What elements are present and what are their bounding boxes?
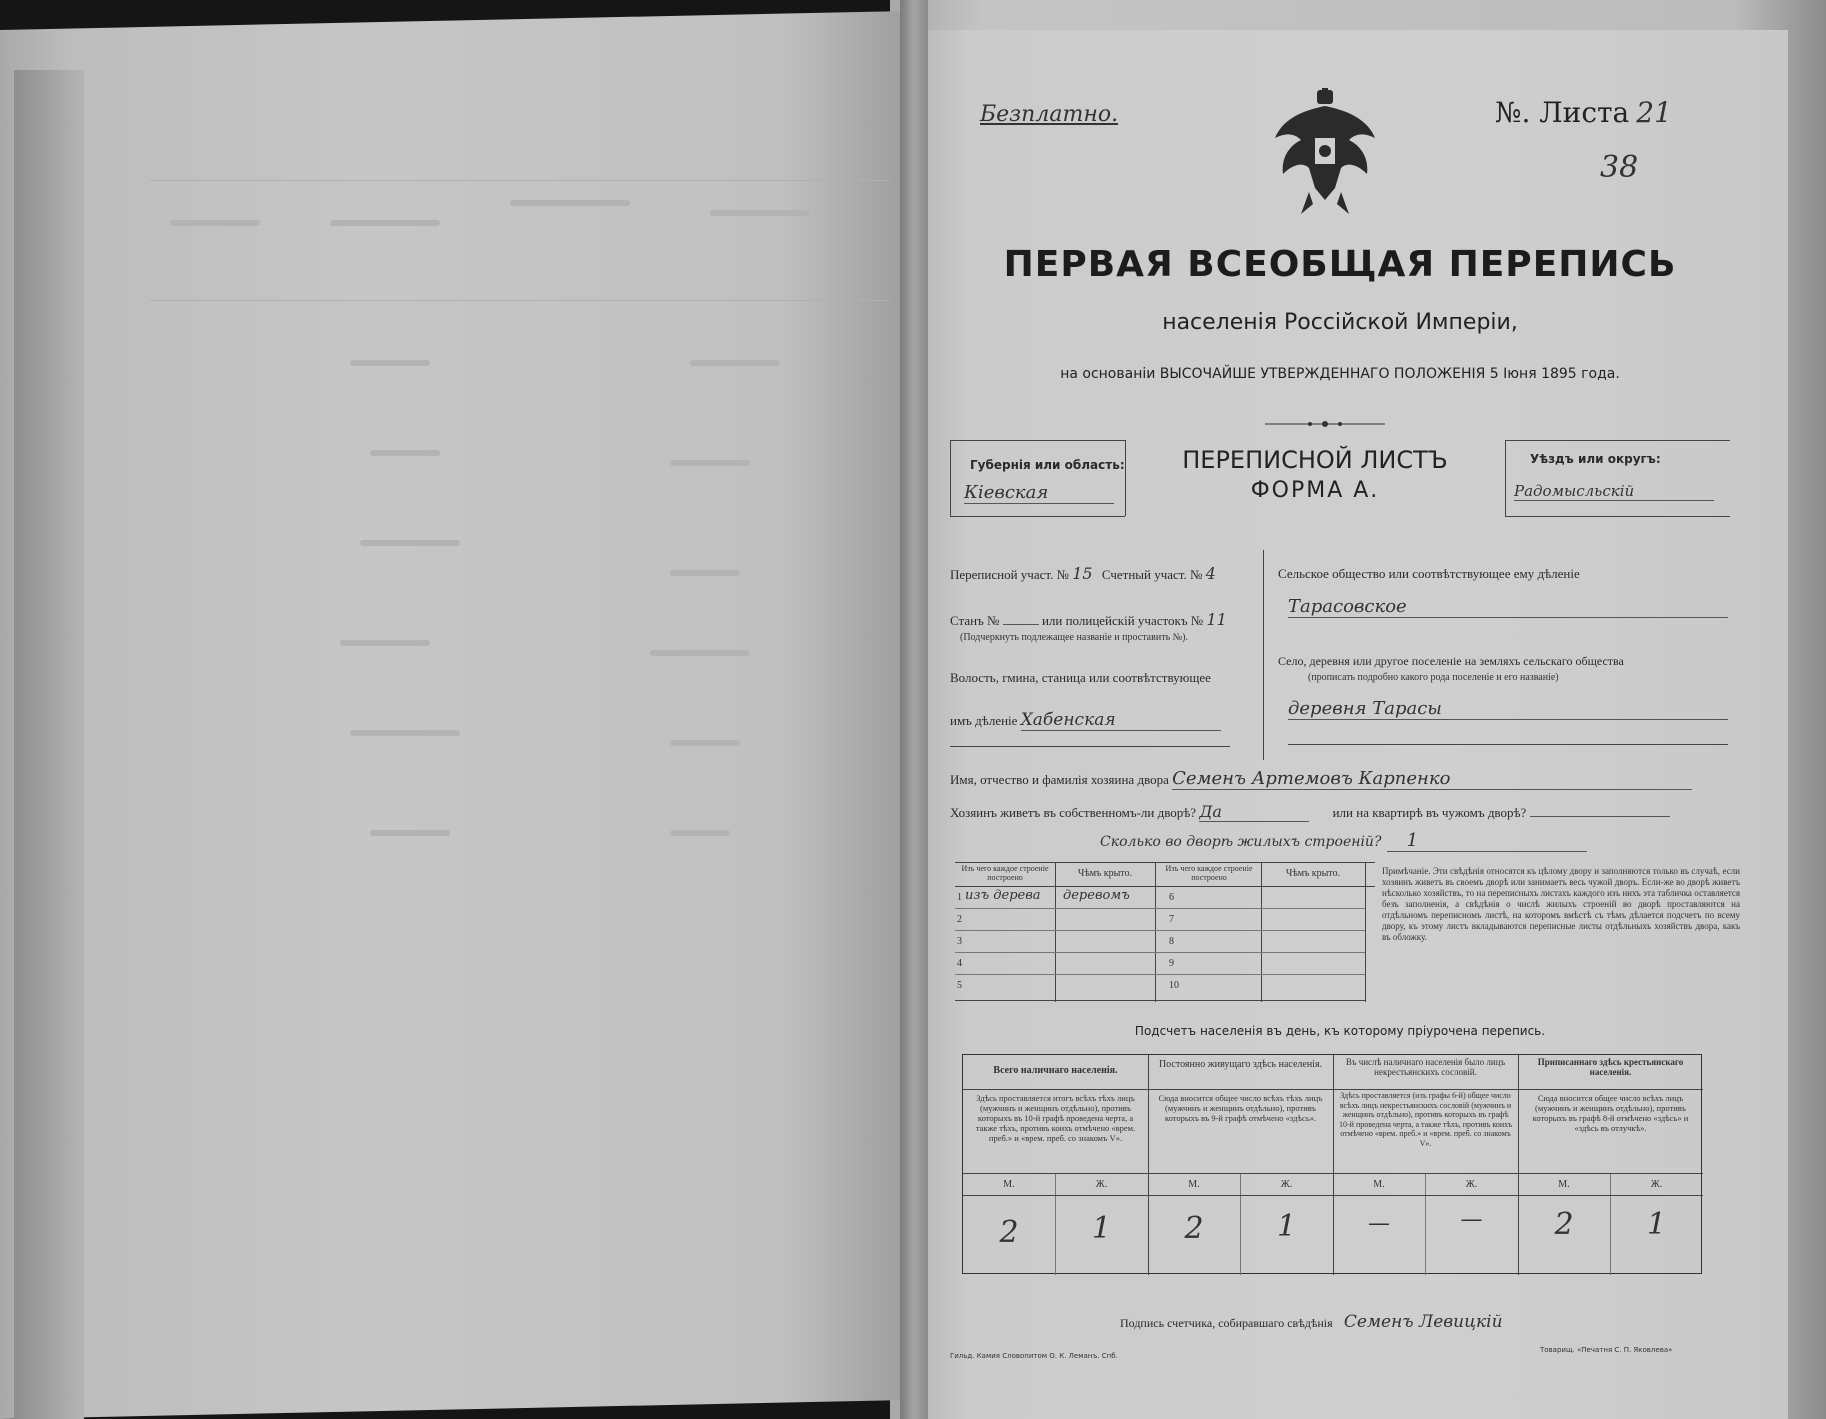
owner-yard-row [950, 802, 1670, 822]
volost-label-2: имъ дѣленіе [950, 713, 1018, 728]
sheet-number-extra: 38 [1600, 150, 1639, 185]
population-table [962, 1054, 1702, 1274]
form-title-line1: ПЕРЕПИСНОЙ ЛИСТЪ [1182, 446, 1448, 474]
district-label: Уѣздъ или округъ: [1530, 452, 1661, 466]
buildings-note: Примѣчаніе. Эти свѣдѣнія относятся къ цѣлому двору и заполняются только въ случаѣ, если хозяинъ живетъ въ своемъ дворѣ или занимаетъ весь чужой дворъ. Если-же во дворѣ живетъ нѣсколько хозяйствъ, то на переписныхъ листахъ каждого изъ нихъ эта табличка оставляется безъ заполненія, а свѣдѣнія о числѣ жилыхъ строеній во дворѣ проставляются на отдѣльномъ переписномъ листѣ, на которомъ вмѣстѣ съ тѣмъ дѣлается подсчетъ по всему двору, къ этому листъ вкладываются переписные листы отдѣльныхъ хозяйствъ двора, какъ въ обложку. [1382, 866, 1740, 942]
signature-row [1120, 1312, 1503, 1332]
form-page [920, 30, 1760, 1400]
pop-col-title: Въ числѣ наличнаго населенія было лицъ некрестьянскихъ сословій. [1345, 1057, 1506, 1077]
right-fields [1278, 530, 1738, 760]
m-label: М. [1373, 1179, 1385, 1190]
population-heading: Подсчетъ населенія въ день, къ которому пріурочена перепись. [1134, 1024, 1546, 1038]
form-title-line2: ФОРМА А. [1250, 478, 1380, 503]
col-material-left: Изъ чего каждое строеніе построено [961, 864, 1049, 882]
f-label: Ж. [1095, 1179, 1108, 1190]
volost-value: Хабенская [1021, 710, 1221, 731]
row-number: 5 [957, 980, 962, 991]
pop-col-title: Постоянно живущаго здѣсь населенія. [1158, 1059, 1323, 1070]
count-area-label: Счетный участ. № [1101, 567, 1203, 582]
row-material: изъ дерева [965, 888, 1041, 903]
society-value: Тарасовское [1288, 596, 1728, 618]
signature-label: Подпись счетчика, собиравшаго свѣдѣнія [1120, 1316, 1333, 1330]
row-number: 6 [1169, 892, 1174, 903]
pop-female-value: — [1460, 1207, 1483, 1232]
police-label: или полицейскій участокъ № [1041, 613, 1204, 628]
volost-row [950, 710, 1221, 731]
pop-col-desc: Здѣсь проставляется (изъ графы 6-й) общее число всѣхъ лицъ некрестьянскихъ сословій (мужчинъ и женщинъ отдѣльно), противъ которыхъ въ графѣ 10-й проведена черта, а также тѣхъ, противъ коихъ отмѣчено «врем. преб.» и «врем. преб. со знакомъ V». [1339, 1091, 1512, 1148]
own-yard-value: Да [1199, 802, 1309, 822]
printer-left: Гильд. Камия Словопитом О. К. Леманъ. Спб. [950, 1352, 1118, 1360]
own-yard-label: Хозяинъ живетъ въ собственномъ-ли дворѣ? [950, 805, 1197, 820]
pop-col-title: Всего наличнаго населенія. [993, 1065, 1118, 1076]
col-material-right: Изъ чего каждое строеніе построено [1165, 864, 1253, 882]
pop-female-value: 1 [1091, 1211, 1112, 1246]
row-number: 3 [957, 936, 962, 947]
row-number: 2 [957, 914, 962, 925]
census-area-row [950, 564, 1216, 583]
pop-male-value: — [1368, 1211, 1390, 1236]
m-label: М. [1188, 1179, 1200, 1190]
pop-col-desc: Сюда вносится общее число всѣхъ лицъ (мужчинъ и женщинъ отдѣльно), противъ которыхъ въ графѣ 8-й отмѣчено «здѣсь» и «здѣсь въ отлучкѣ». [1532, 1093, 1689, 1133]
sheet-number-label: №. Листа [1495, 96, 1630, 129]
row-number: 7 [1169, 914, 1174, 925]
col-roof-left: Чѣмъ крыто. [1077, 868, 1133, 879]
stan-row [950, 610, 1227, 629]
village-note: (прописать подробно какого рода поселеніе и его названіе) [1308, 672, 1559, 683]
imperial-eagle-emblem [1265, 88, 1385, 218]
free-label: Безплатно. [980, 102, 1119, 127]
fields-divider [1263, 550, 1264, 760]
society-label: Сельское общество или соотвѣтствующее ему дѣленіе [1278, 566, 1580, 581]
left-page-bleed [150, 160, 890, 860]
pop-male-value: 2 [999, 1215, 1019, 1250]
owner-name-row [950, 768, 1692, 790]
basis-line: на основаніи ВЫСОЧАЙШЕ УТВЕРЖДЕННАГО ПОЛОЖЕНІЯ 5 Іюня 1895 года. [1060, 366, 1620, 382]
subtitle: населенія Россійской Имперіи, [1162, 310, 1518, 335]
row-number: 4 [957, 958, 962, 969]
buildings-value: 1 [1387, 830, 1587, 852]
m-label: М. [1558, 1179, 1570, 1190]
pop-col-title: Приписаннаго здѣсь крестьянскаго населенія. [1537, 1057, 1684, 1077]
f-label: Ж. [1650, 1179, 1663, 1190]
row-roof: деревомъ [1063, 888, 1130, 903]
volost-label: Волость, гмина, станица или соотвѣтствующее [950, 670, 1211, 685]
row-number: 10 [1169, 980, 1179, 991]
province-value: Кіевская [964, 482, 1114, 504]
col-roof-right: Чѣмъ крыто. [1285, 868, 1341, 879]
police-value: 11 [1206, 610, 1227, 629]
buildings-label: Сколько во дворѣ жилыхъ строеній? [1100, 834, 1382, 850]
sheet-number-value: 21 [1636, 96, 1672, 129]
district-value: Радомысльскій [1514, 482, 1714, 501]
pop-male-value: 2 [1554, 1207, 1574, 1242]
pop-col-desc: Сюда вносится общее число всѣхъ тѣхъ лицъ (мужчинъ и женщинъ отдѣльно), противъ которыхъ въ 9-й графѣ отмѣчено «здѣсь». [1158, 1093, 1323, 1123]
owner-name-value: Семенъ Артемовъ Карпенко [1172, 768, 1692, 790]
f-label: Ж. [1465, 1179, 1478, 1190]
buildings-row [1100, 830, 1587, 852]
pop-female-value: 1 [1646, 1207, 1667, 1242]
f-label: Ж. [1280, 1179, 1293, 1190]
form-header-box [950, 440, 1730, 516]
left-fields [950, 530, 1290, 760]
count-area-value: 4 [1205, 564, 1216, 583]
ornament-divider [1265, 414, 1385, 424]
census-area-value: 15 [1072, 564, 1093, 583]
row-number: 8 [1169, 936, 1174, 947]
pop-female-value: 1 [1276, 1209, 1297, 1244]
pop-col-desc: Здѣсь проставляется итогъ всѣхъ тѣхъ лицъ (мужчинъ и женщинъ отдѣльно), противъ которыхъ въ 10-й графѣ проведена черта, а также тѣхъ, противъ коихъ отмѣчено «врем. преб.» и «врем. преб. со знакомъ V». [975, 1093, 1136, 1143]
buildings-table [955, 862, 1375, 1002]
village-label: Село, деревня или другое поселеніе на земляхъ сельскаго общества [1278, 654, 1624, 668]
printer-right: Товарищ. «Печатня С. П. Яковлева» [1540, 1346, 1673, 1354]
signature-value: Семенъ Левицкій [1343, 1312, 1503, 1332]
pop-male-value: 2 [1184, 1211, 1204, 1246]
sheet-number [1495, 96, 1735, 129]
rent-label: или на квартирѣ въ чужомъ дворѣ? [1332, 805, 1527, 820]
stan-label: Станъ № [950, 613, 1000, 628]
main-title: ПЕРВАЯ ВСЕОБЩАЯ ПЕРЕПИСЬ [1003, 244, 1677, 285]
row-number: 9 [1169, 958, 1174, 969]
owner-name-label: Имя, отчество и фамилія хозяина двора [950, 772, 1169, 787]
village-value: деревня Тарасы [1288, 698, 1728, 720]
left-page-edge [14, 70, 84, 1419]
province-label: Губернія или область: [970, 458, 1125, 472]
census-area-label: Переписной участ. № [950, 567, 1069, 582]
underline-note: (Подчеркнуть подлежащее названіе и проставить №). [960, 632, 1188, 643]
row-number: 1 [957, 892, 962, 903]
m-label: М. [1003, 1179, 1015, 1190]
